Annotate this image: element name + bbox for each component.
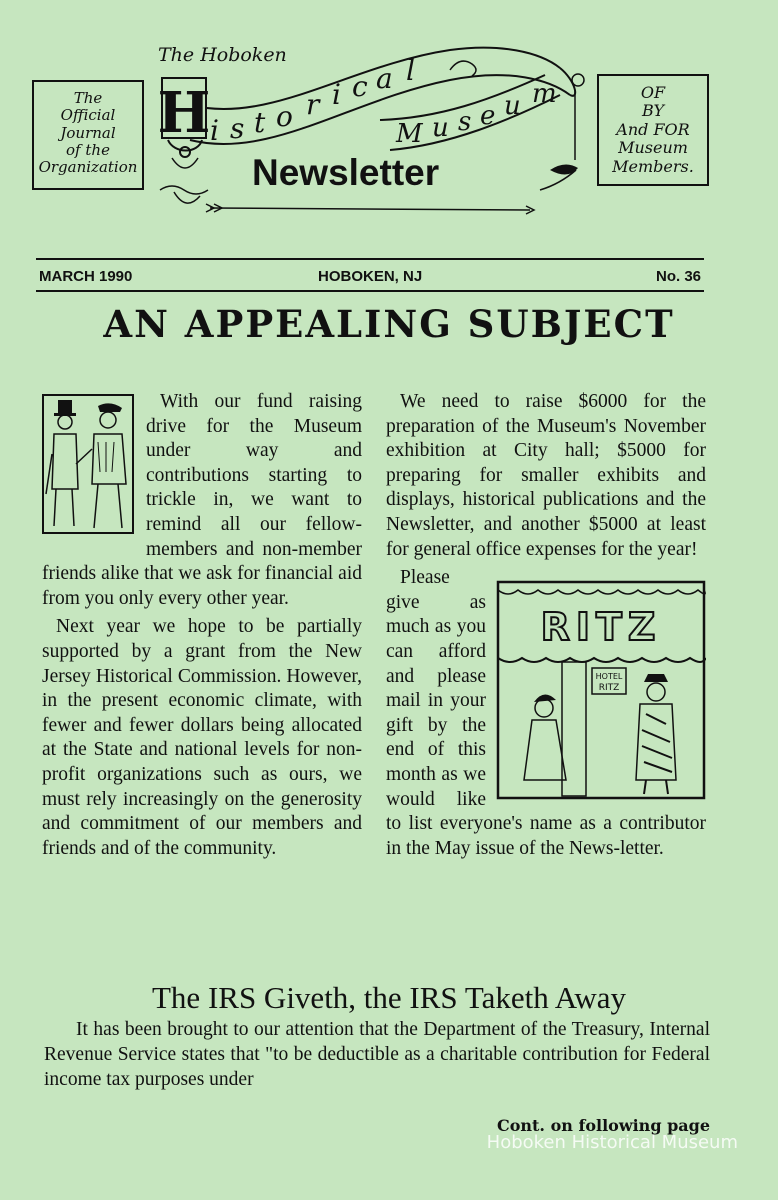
svg-text:i s t o: i s t o r i c a l bbox=[210, 54, 415, 147]
museum-watermark: Hoboken Historical Museum bbox=[486, 1132, 738, 1153]
masthead-newsletter-title: Newsletter bbox=[252, 152, 440, 193]
left-column bbox=[42, 390, 362, 861]
hotel-ritz-illustration bbox=[496, 580, 706, 800]
right-box-line: And FOR bbox=[616, 119, 690, 139]
masthead-logo bbox=[150, 40, 590, 225]
official-journal-box bbox=[32, 80, 144, 190]
irs-paragraph: It has been brought to our attention that the Department of the Treasury, Internal Revenue Service states that "to be deductible as a charitable contribution for Federal income tax purposes under bbox=[44, 1019, 710, 1090]
svg-text:M u s e: M u s e u m bbox=[396, 79, 557, 149]
right-box-line: OF bbox=[640, 83, 666, 102]
issue-number: No. 36 bbox=[656, 268, 702, 285]
left-paragraph-2: Next year we hope to be partially supported by a grant from the New Jersey Historical Commission. However, in the present economic climate, with fewer and fewer dollars being allocated at the State and national levels for non-profit organizations such as ours, we must rely increasingly on the generosity and commitment of our members and friends and of the community. bbox=[42, 616, 362, 859]
right-paragraph-2 bbox=[386, 566, 706, 861]
left-box-line: Organization bbox=[38, 158, 138, 176]
irs-section-body bbox=[44, 1017, 710, 1092]
right-box-line: BY bbox=[641, 101, 665, 121]
svg-text:H: H bbox=[157, 80, 211, 146]
right-box-line: Museum bbox=[618, 138, 688, 158]
masthead-top-text: The Hoboken bbox=[158, 44, 287, 66]
continued-note: Cont. on following page bbox=[497, 1116, 710, 1135]
irs-section-title: The IRS Giveth, the IRS Taketh Away bbox=[152, 980, 626, 1015]
left-box-line: of the bbox=[66, 140, 110, 159]
left-box-line: Official bbox=[60, 106, 116, 125]
svg-text:HOTEL: HOTEL bbox=[595, 672, 623, 682]
left-box-line: The bbox=[73, 89, 103, 107]
main-headline: AN APPEALING SUBJECT bbox=[103, 302, 675, 346]
ritz-sign-text: RITZ bbox=[540, 605, 662, 650]
issue-place: HOBOKEN, NJ bbox=[318, 268, 423, 285]
right-paragraph-1: We need to raise $6000 for the preparation of the Museum's November exhibition at City hall; $5000 for preparing for smaller exhibits and displays, historical publications and the Newsletter, and another $5000 at least for general office expenses for the year! bbox=[386, 391, 706, 560]
dateline-top-rule bbox=[36, 258, 704, 260]
right-column bbox=[386, 390, 706, 861]
two-gentlemen-illustration bbox=[42, 394, 134, 534]
dateline-bottom-rule bbox=[36, 290, 704, 292]
right-paragraph-2-text: Please give as much as you can afford and please mail in your gift by the end of this month as we would like to list everyone's name as a contributor in the May issue of the News-letter. bbox=[386, 567, 706, 859]
left-paragraph-1: With our fund raising drive for the Museum under way and contributions starting to trickle in, we want to remind all our fellow-members and non-member friends alike that we ask for financial aid from you only every other year. bbox=[42, 391, 362, 609]
members-box bbox=[597, 74, 709, 186]
svg-text:RITZ: RITZ bbox=[598, 683, 620, 694]
issue-date: MARCH 1990 bbox=[39, 268, 133, 285]
right-box-line: Members. bbox=[612, 156, 694, 176]
left-box-line: Journal bbox=[60, 123, 116, 142]
